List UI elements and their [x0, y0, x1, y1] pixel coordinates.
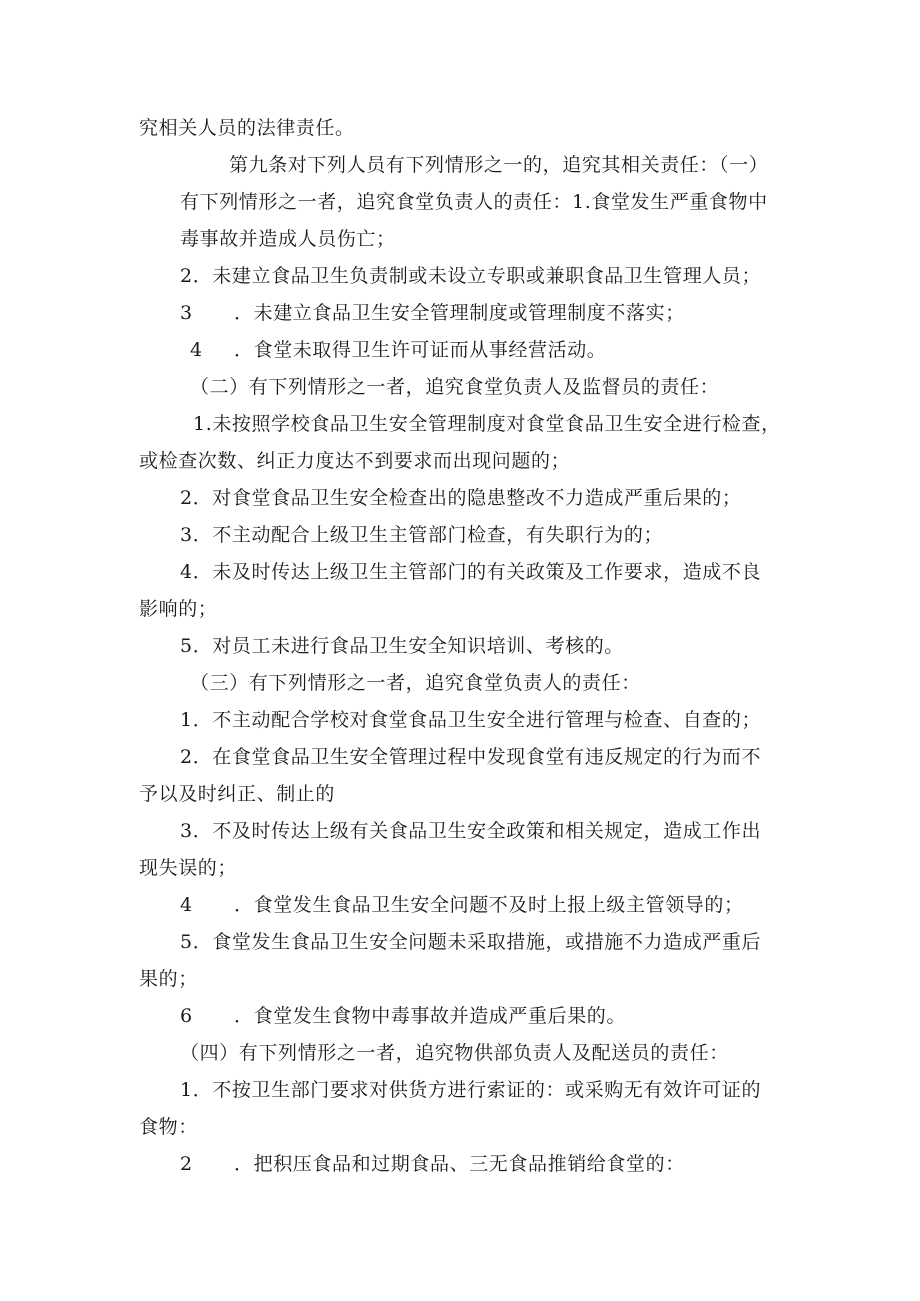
paragraph-line: 究相关人员的法律责任。 — [139, 117, 355, 139]
item-number: 2 — [180, 1153, 193, 1175]
item-text: ．未建立食品卫生安全管理制度或管理制度不落实； — [234, 302, 685, 324]
list-item: 1．不按卫生部门要求对供货方进行索证的：或采购无有效许可证的 — [180, 1079, 762, 1101]
section-heading-four: （四）有下列情形之一者，追究物供部负责人及配送员的责任： — [180, 1042, 729, 1064]
list-item — [180, 1004, 626, 1028]
article-nine-heading: 第九条对下列人员有下列情形之一的，追究其相关责任：（一） — [229, 154, 769, 176]
list-item: 3．不主动配合上级卫生主管部门检查，有失职行为的； — [180, 524, 664, 546]
list-item: 1.未按照学校食品卫生安全管理制度对食堂食品卫生安全进行检查， — [193, 413, 781, 435]
item-text: ．食堂发生食物中毒事故并造成严重后果的。 — [234, 1005, 627, 1027]
list-item: 5．对员工未进行食品卫生安全知识培训、考核的。 — [180, 635, 624, 657]
item-text: ．食堂发生食品卫生安全问题不及时上报上级主管领导的； — [234, 894, 744, 916]
item-number: 4 — [180, 894, 193, 916]
list-item: 2．未建立食品卫生负责制或未设立专职或兼职食品卫生管理人员； — [180, 265, 762, 287]
item-text: ．把积压食品和过期食品、三无食品推销给食堂的： — [234, 1153, 685, 1175]
paragraph-line: 予以及时纠正、制止的 — [139, 783, 336, 805]
section-heading-two: （二）有下列情形之一者，追究食堂负责人及监督员的责任： — [190, 376, 720, 398]
paragraph-line: 毒事故并造成人员伤亡； — [180, 228, 396, 250]
list-item — [180, 893, 744, 917]
paragraph-line: 食物： — [139, 1116, 198, 1138]
item-number: 6 — [180, 1005, 193, 1027]
list-item: 1．不主动配合学校对食堂食品卫生安全进行管理与检查、自查的； — [180, 709, 762, 731]
paragraph-line: 影响的； — [139, 598, 218, 620]
paragraph-line: 现失误的； — [139, 857, 238, 879]
paragraph-line: 果的； — [139, 968, 198, 990]
section-heading-three: （三）有下列情形之一者，追究食堂负责人的责任： — [190, 672, 641, 694]
list-item — [190, 338, 606, 362]
list-item: 5．食堂发生食品卫生安全问题未采取措施，或措施不力造成严重后 — [180, 931, 762, 953]
list-item: 4．未及时传达上级卫生主管部门的有关政策及工作要求，造成不良 — [180, 561, 762, 583]
list-item — [180, 301, 685, 325]
item-number: 3 — [180, 302, 193, 324]
list-item: 2．对食堂食品卫生安全检查出的隐患整改不力造成严重后果的； — [180, 487, 742, 509]
item-number: 4 — [190, 339, 203, 361]
list-item: 2．在食堂食品卫生安全管理过程中发现食堂有违反规定的行为而不 — [180, 746, 762, 768]
paragraph-line: 有下列情形之一者，追究食堂负责人的责任：1.食堂发生严重食物中 — [180, 191, 768, 213]
list-item: 3．不及时传达上级有关食品卫生安全政策和相关规定，造成工作出 — [180, 820, 762, 842]
paragraph-line: 或检查次数、纠正力度达不到要求而出现问题的； — [139, 450, 571, 472]
item-text: ．食堂未取得卫生许可证而从事经营活动。 — [234, 339, 607, 361]
list-item — [180, 1152, 685, 1176]
